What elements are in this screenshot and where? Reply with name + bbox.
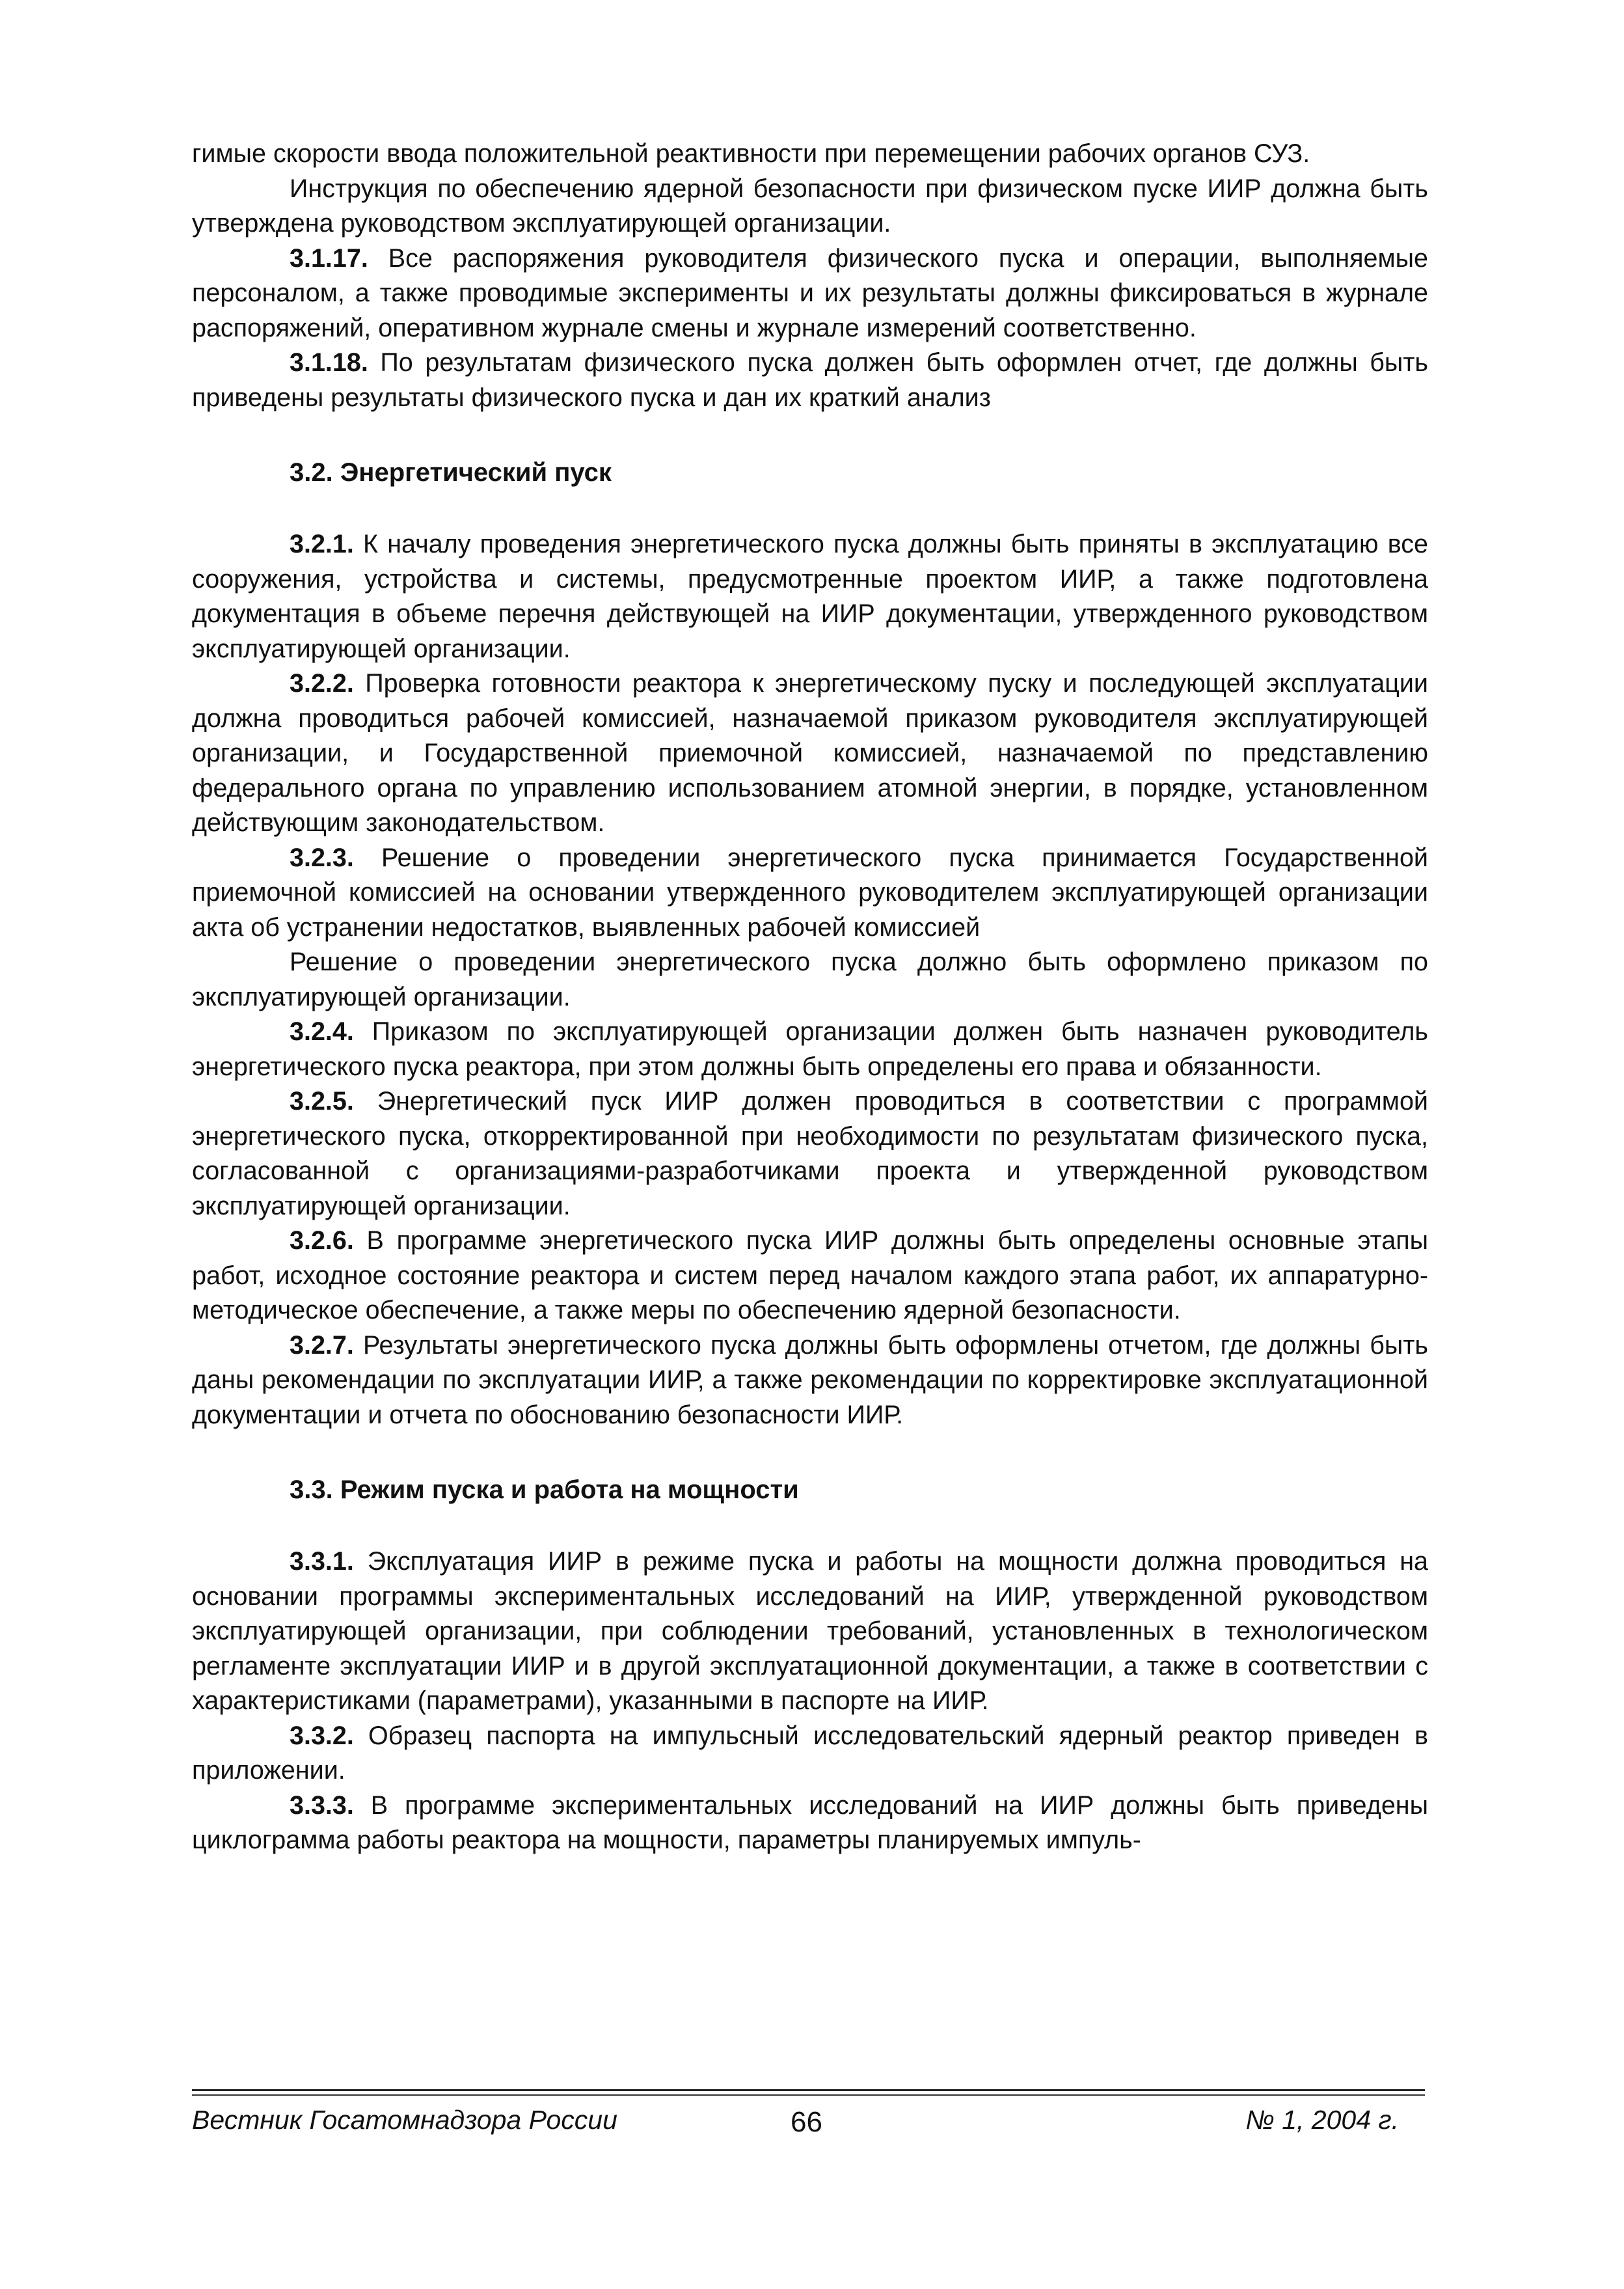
- paragraph-text: Образец паспорта на импульсный исследовательский ядерный реактор приведен в приложении.: [192, 1721, 1428, 1785]
- clause-number: 3.2.6.: [290, 1226, 354, 1255]
- page-footer: [192, 2089, 1425, 2144]
- paragraph: Решение о проведении энергетического пуска должно быть оформлено приказом по эксплуатирующей организации.: [192, 948, 1428, 1011]
- paragraph-text: Эксплуатация ИИР в режиме пуска и работы на мощности должна проводиться на основании программы экспериментальных исследований на ИИР, утвержденной руководством эксплуатирующей организации, при соблюдении требований, установленных в технологическом регламенте эксплуатации ИИР и в другой эксплуатационной документации, а также в соответствии с характеристиками (параметрами), указанными в паспорте на ИИР.: [192, 1547, 1428, 1715]
- clause-number: 3.2.1.: [290, 530, 354, 558]
- paragraph: [192, 841, 1428, 946]
- clause-number: 3.2.7.: [290, 1330, 354, 1360]
- paragraph-text: В программе экспериментальных исследований на ИИР должны быть приведены циклограмма работы реактора на мощности, параметры планируемых импуль-: [192, 1790, 1428, 1854]
- paragraph-text: Энергетический пуск ИИР должен проводиться в соответствии с программой энергетического пуска, откорректированной при необходимости по результатам физического пуска, согласованной с организациями-разработчиками проекта и утвержденной руководством эксплуатирующей организации.: [192, 1087, 1428, 1220]
- journal-title: Вестник Госатомнадзора России: [192, 2105, 617, 2135]
- issue-label: № 1, 2004 г.: [1245, 2105, 1399, 2135]
- footer-rule: [192, 2094, 1425, 2096]
- section-heading: 3.2. Энергетический пуск: [290, 458, 612, 487]
- paragraph: [192, 1719, 1428, 1789]
- footer-rule: [192, 2089, 1425, 2091]
- paragraph: [192, 1544, 1428, 1719]
- paragraph: гимые скорости ввода положительной реактивности при перемещении рабочих органов СУЗ.: [192, 139, 1310, 168]
- clause-number: 3.3.3.: [290, 1790, 354, 1820]
- paragraph: [192, 666, 1428, 841]
- paragraph-text: Все распоряжения руководителя физического пуска и операции, выполняемые персоналом, а также проводимые эксперименты и их результаты должны фиксироваться в журнале распоряжений, оперативном журнале смены и журнале измерений соответственно.: [192, 243, 1428, 342]
- paragraph: [192, 1084, 1428, 1224]
- clause-number: 3.2.3.: [290, 843, 354, 872]
- clause-number: 3.2.5.: [290, 1087, 354, 1116]
- paragraph-text: Результаты энергетического пуска должны быть оформлены отчетом, где должны быть даны рекомендации по эксплуатации ИИР, а также рекомендации по корректировке эксплуатационной документации и отчета по обоснованию безопасности ИИР.: [192, 1330, 1428, 1429]
- paragraph: [192, 346, 1428, 415]
- paragraph: [192, 1328, 1428, 1433]
- paragraph: Инструкция по обеспечению ядерной безопасности при физическом пуске ИИР должна быть утверждена руководством эксплуатирующей организации.: [192, 174, 1428, 238]
- paragraph: [192, 527, 1428, 666]
- document-body: [192, 137, 1428, 1858]
- clause-number: 3.3.1.: [290, 1547, 354, 1576]
- paragraph: [192, 1015, 1428, 1084]
- section-heading: 3.3. Режим пуска и работа на мощности: [290, 1475, 799, 1504]
- clause-number: 3.1.17.: [290, 243, 368, 273]
- paragraph-text: Проверка готовности реактора к энергетическому пуску и последующей эксплуатации должна проводиться рабочей комиссией, назначаемой приказом руководителя эксплуатирующей организации, и Государственной приемочной комиссией, назначаемой по представлению федерального органа по управлению использованием атомной энергии, в порядке, установленном действующим законодательством.: [192, 669, 1428, 837]
- page-number: 66: [791, 2106, 822, 2138]
- paragraph: [192, 1789, 1428, 1858]
- paragraph-text: Решение о проведении энергетического пуска принимается Государственной приемочной комиссией на основании утвержденного руководителем эксплуатирующей организации акта об устранении недостатков, выявленных рабочей комиссией: [192, 843, 1428, 942]
- paragraph-text: Приказом по эксплуатирующей организации должен быть назначен руководитель энергетического пуска реактора, при этом должны быть определены его права и обязанности.: [192, 1017, 1428, 1081]
- clause-number: 3.1.18.: [290, 348, 368, 377]
- paragraph: [192, 241, 1428, 346]
- footer-row: [192, 2105, 1425, 2144]
- paragraph-text: По результатам физического пуска должен быть оформлен отчет, где должны быть приведены результаты физического пуска и дан их краткий анализ: [192, 348, 1428, 412]
- clause-number: 3.3.2.: [290, 1721, 354, 1750]
- clause-number: 3.2.2.: [290, 669, 354, 698]
- paragraph-text: В программе энергетического пуска ИИР должны быть определены основные этапы работ, исходное состояние реактора и систем перед началом каждого этапа работ, их аппаратурно-методическое обеспечение, а также меры по обеспечению ядерной безопасности.: [192, 1226, 1428, 1324]
- paragraph-text: К началу проведения энергетического пуска должны быть приняты в эксплуатацию все сооружения, устройства и системы, предусмотренные проектом ИИР, а также подготовлена документация в объеме перечня действующей на ИИР документации, утвержденного руководством эксплуатирующей организации.: [192, 530, 1428, 663]
- paragraph: [192, 1224, 1428, 1328]
- clause-number: 3.2.4.: [290, 1017, 354, 1046]
